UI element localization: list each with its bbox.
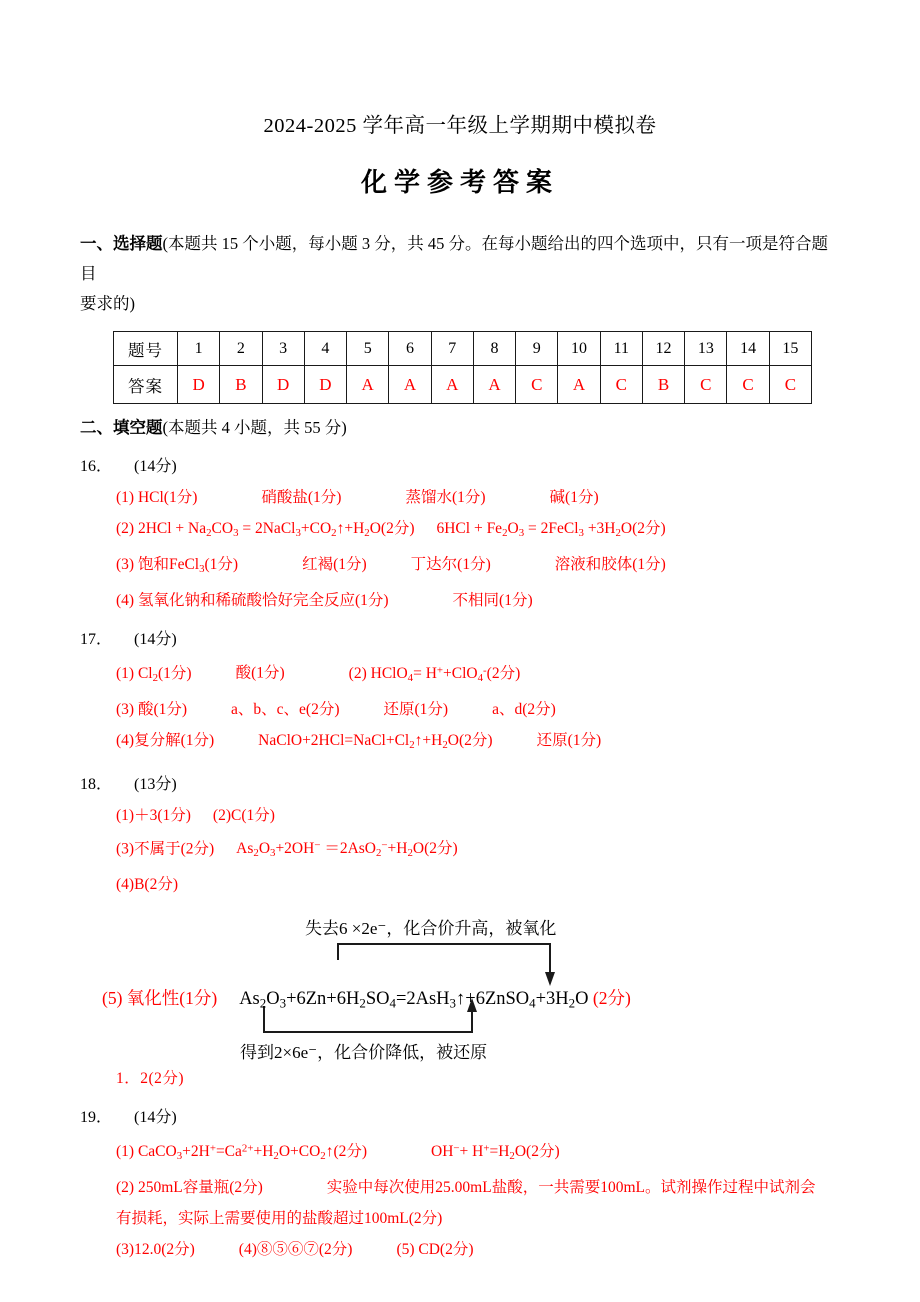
q16-p4-b: 不相同(1分) bbox=[452, 592, 533, 610]
question-19-part-1 bbox=[80, 1133, 840, 1172]
answer-cell: C bbox=[600, 366, 642, 404]
q18-p5-equation: $As_2O_3+6Zn+6H_2SO_4=2AsH_3↑+6ZnSO_4+3H_2O$ bbox=[239, 989, 589, 1011]
q18-p5-points: (2分) bbox=[592, 988, 631, 1009]
answer-table bbox=[113, 331, 812, 404]
q16-p3-c: 丁达尔(1分) bbox=[410, 556, 491, 574]
answer-cell: D bbox=[304, 366, 346, 404]
question-18-part-4 bbox=[80, 869, 840, 900]
answer-cell: B bbox=[642, 366, 684, 404]
answer-cell: C bbox=[516, 366, 558, 404]
q16-p4-a: (4) 氢氧化钠和稀硫酸恰好完全反应(1分) bbox=[116, 592, 389, 610]
q19-p5: (5) CD(2分) bbox=[396, 1240, 474, 1258]
question-16-header bbox=[80, 451, 840, 482]
row-label-answer: 答案 bbox=[114, 366, 178, 404]
question-18-header bbox=[80, 769, 840, 800]
redox-bottom-annotation: 得到2×6e⁻，化合价降低，被还原 bbox=[240, 1043, 488, 1063]
question-19-parts-3-4-5 bbox=[80, 1234, 840, 1265]
section-two-desc: (本题共 4 小题，共 55 分) bbox=[162, 418, 347, 437]
row-label-question: 题号 bbox=[114, 332, 178, 366]
q17-p4-a: (4)复分解(1分) bbox=[116, 731, 215, 749]
q19-p2-a: (2) 250mL容量瓶(2分) bbox=[116, 1178, 263, 1196]
question-19-points: (14分) bbox=[134, 1109, 177, 1127]
q19-p2-b: 实验中每次使用25.00mL盐酸，一共需要100mL。试剂操作过程中试剂会 bbox=[326, 1178, 816, 1196]
question-16-part-4 bbox=[80, 585, 840, 616]
redox-diagram bbox=[80, 914, 840, 1064]
question-16-part-2 bbox=[80, 513, 840, 549]
q18-p1: (1)＋3(1分) bbox=[116, 806, 191, 824]
answer-cell: C bbox=[727, 366, 769, 404]
question-17-part-4 bbox=[80, 725, 840, 761]
q16-p3-d: 溶液和胶体(1分) bbox=[554, 556, 666, 574]
question-number-cell: 9 bbox=[516, 332, 558, 366]
q18-p3-eq: $As_2O_3+2OH^- =2AsO_2^-+H_2O(2$分) bbox=[236, 839, 458, 860]
q16-p1-a: (1) HCl(1分) bbox=[116, 489, 198, 506]
q19-p2-c: 有损耗，实际上需要使用的盐酸超过100mL(2分) bbox=[116, 1209, 443, 1227]
question-number-cell: 11 bbox=[600, 332, 642, 366]
q19-p1-eq2: $OH^-+ H^+=H_2O(2$分) bbox=[431, 1142, 560, 1162]
question-18-extra-line: 1．2(2分) bbox=[116, 1070, 185, 1088]
question-number-cell: 4 bbox=[304, 332, 346, 366]
q16-p2-eq1: (2) $2HCl + Na_2CO_3$ = $2NaCl_3+CO_2↑+H_2O$ bbox=[116, 520, 381, 540]
question-number-cell: 14 bbox=[727, 332, 769, 366]
question-19-number: 19． bbox=[80, 1109, 113, 1127]
table-row-question-numbers bbox=[114, 332, 812, 366]
q17-p1-a: (1) $Cl_2(1$分) bbox=[116, 664, 192, 684]
question-number-cell: 8 bbox=[473, 332, 515, 366]
question-18-part-3 bbox=[80, 831, 840, 870]
q16-p3-b: 红褐(1分) bbox=[302, 556, 367, 574]
page-title: 2024-2025 学年高一年级上学期期中模拟卷 bbox=[263, 115, 657, 137]
question-number-cell: 2 bbox=[220, 332, 262, 366]
q17-p2-eq: (2) HClO$_4$= H++ClO$_4$-(2分) bbox=[348, 664, 521, 684]
answer-cell: A bbox=[389, 366, 431, 404]
q18-p3-a: (3)不属于(2分) bbox=[116, 840, 215, 858]
question-17-part-1-2 bbox=[80, 655, 840, 694]
question-19-header bbox=[80, 1102, 840, 1133]
q17-p1-b: 酸(1分) bbox=[235, 664, 285, 682]
section-one-desc-line1: (本题共 15 个小题，每小题 3 分，共 45 分。在每小题给出的四个选项中，只有一项是符合题目 bbox=[80, 234, 828, 283]
question-19-part-2 bbox=[80, 1172, 840, 1203]
question-number-cell: 10 bbox=[558, 332, 600, 366]
question-17-header bbox=[80, 624, 840, 655]
question-number-cell: 1 bbox=[178, 332, 220, 366]
q16-p1-c: 蒸馏水(1分) bbox=[405, 489, 486, 506]
q17-p4-c: 还原(1分) bbox=[536, 731, 602, 749]
question-18-number: 18． bbox=[80, 775, 113, 793]
q16-p1-d: 碱(1分) bbox=[549, 489, 599, 506]
q19-p3: (3)12.0(2分) bbox=[116, 1240, 195, 1258]
redox-equation-line bbox=[102, 985, 631, 1012]
question-17-part-3 bbox=[80, 694, 840, 725]
section-one-desc-line2: 要求的) bbox=[80, 294, 135, 313]
question-16-part-1 bbox=[80, 482, 840, 513]
question-number-cell: 7 bbox=[431, 332, 473, 366]
q16-p2-pts1: (2分) bbox=[380, 520, 415, 537]
question-18-part-1-2 bbox=[80, 800, 840, 831]
section-two-header bbox=[80, 413, 840, 443]
answer-cell: D bbox=[262, 366, 304, 404]
question-number-cell: 6 bbox=[389, 332, 431, 366]
question-number-cell: 15 bbox=[769, 332, 811, 366]
question-number-cell: 3 bbox=[262, 332, 304, 366]
question-number-cell: 12 bbox=[642, 332, 684, 366]
question-18-points: (13分) bbox=[134, 775, 177, 793]
q16-p1-b: 硝酸盐(1分) bbox=[261, 489, 342, 506]
q19-p1-eq1: (1) $CaCO_3+2H^+=Ca^{2+}+H_2O+CO_2↑(2$分) bbox=[116, 1142, 368, 1162]
answer-cell: A bbox=[431, 366, 473, 404]
q18-p4: (4)B(2分) bbox=[116, 876, 178, 894]
q16-p3-a: (3) 饱和FeCl$_3$(1分) bbox=[116, 556, 239, 576]
question-17-points: (14分) bbox=[134, 631, 177, 649]
q19-p4: (4)⑧⑤⑥⑦(2分) bbox=[238, 1240, 353, 1258]
answer-cell: A bbox=[558, 366, 600, 404]
section-one-header bbox=[80, 229, 840, 319]
answer-cell: D bbox=[178, 366, 220, 404]
q18-p5-prefix: (5) 氧化性(1分) bbox=[102, 988, 218, 1009]
q17-p3-a: (3) 酸(1分) bbox=[116, 700, 188, 718]
question-number-cell: 13 bbox=[685, 332, 727, 366]
q17-p4-eq: $NaClO+2HCl=NaCl+Cl_2↑+H_2O(2$分) bbox=[258, 731, 493, 751]
q16-p2-eq2: $6HCl + Fe_2O_3$ = 2FeCl$_3$ $+3H_2O$ bbox=[436, 520, 633, 540]
redox-top-annotation: 失去6 ×2e⁻，化合价升高，被氧化 bbox=[305, 919, 557, 939]
answer-cell: C bbox=[685, 366, 727, 404]
question-number-cell: 5 bbox=[347, 332, 389, 366]
answer-cell: A bbox=[347, 366, 389, 404]
answer-cell: B bbox=[220, 366, 262, 404]
page-subtitle: 化学参考答案 bbox=[360, 168, 559, 198]
table-row-answers bbox=[114, 366, 812, 404]
question-19-part-2-cont bbox=[80, 1203, 840, 1234]
answer-cell: C bbox=[769, 366, 811, 404]
question-16-part-3 bbox=[80, 549, 840, 585]
answer-cell: A bbox=[473, 366, 515, 404]
question-16-number: 16． bbox=[80, 458, 113, 475]
q16-p2-pts2: (2分) bbox=[632, 520, 666, 537]
section-two-label: 二、填空题 bbox=[80, 418, 163, 437]
question-17-number: 17． bbox=[80, 631, 113, 649]
question-16-points: (14分) bbox=[134, 458, 177, 475]
q17-p3-d: a、d(2分) bbox=[492, 700, 556, 718]
q18-p2: (2)C(1分) bbox=[212, 806, 275, 824]
answer-table-wrap bbox=[80, 331, 840, 404]
q17-p3-c: 还原(1分) bbox=[383, 700, 449, 718]
section-one-label: 一、选择题 bbox=[80, 234, 163, 253]
q17-p3-b: a、b、c、e(2分) bbox=[231, 700, 340, 718]
